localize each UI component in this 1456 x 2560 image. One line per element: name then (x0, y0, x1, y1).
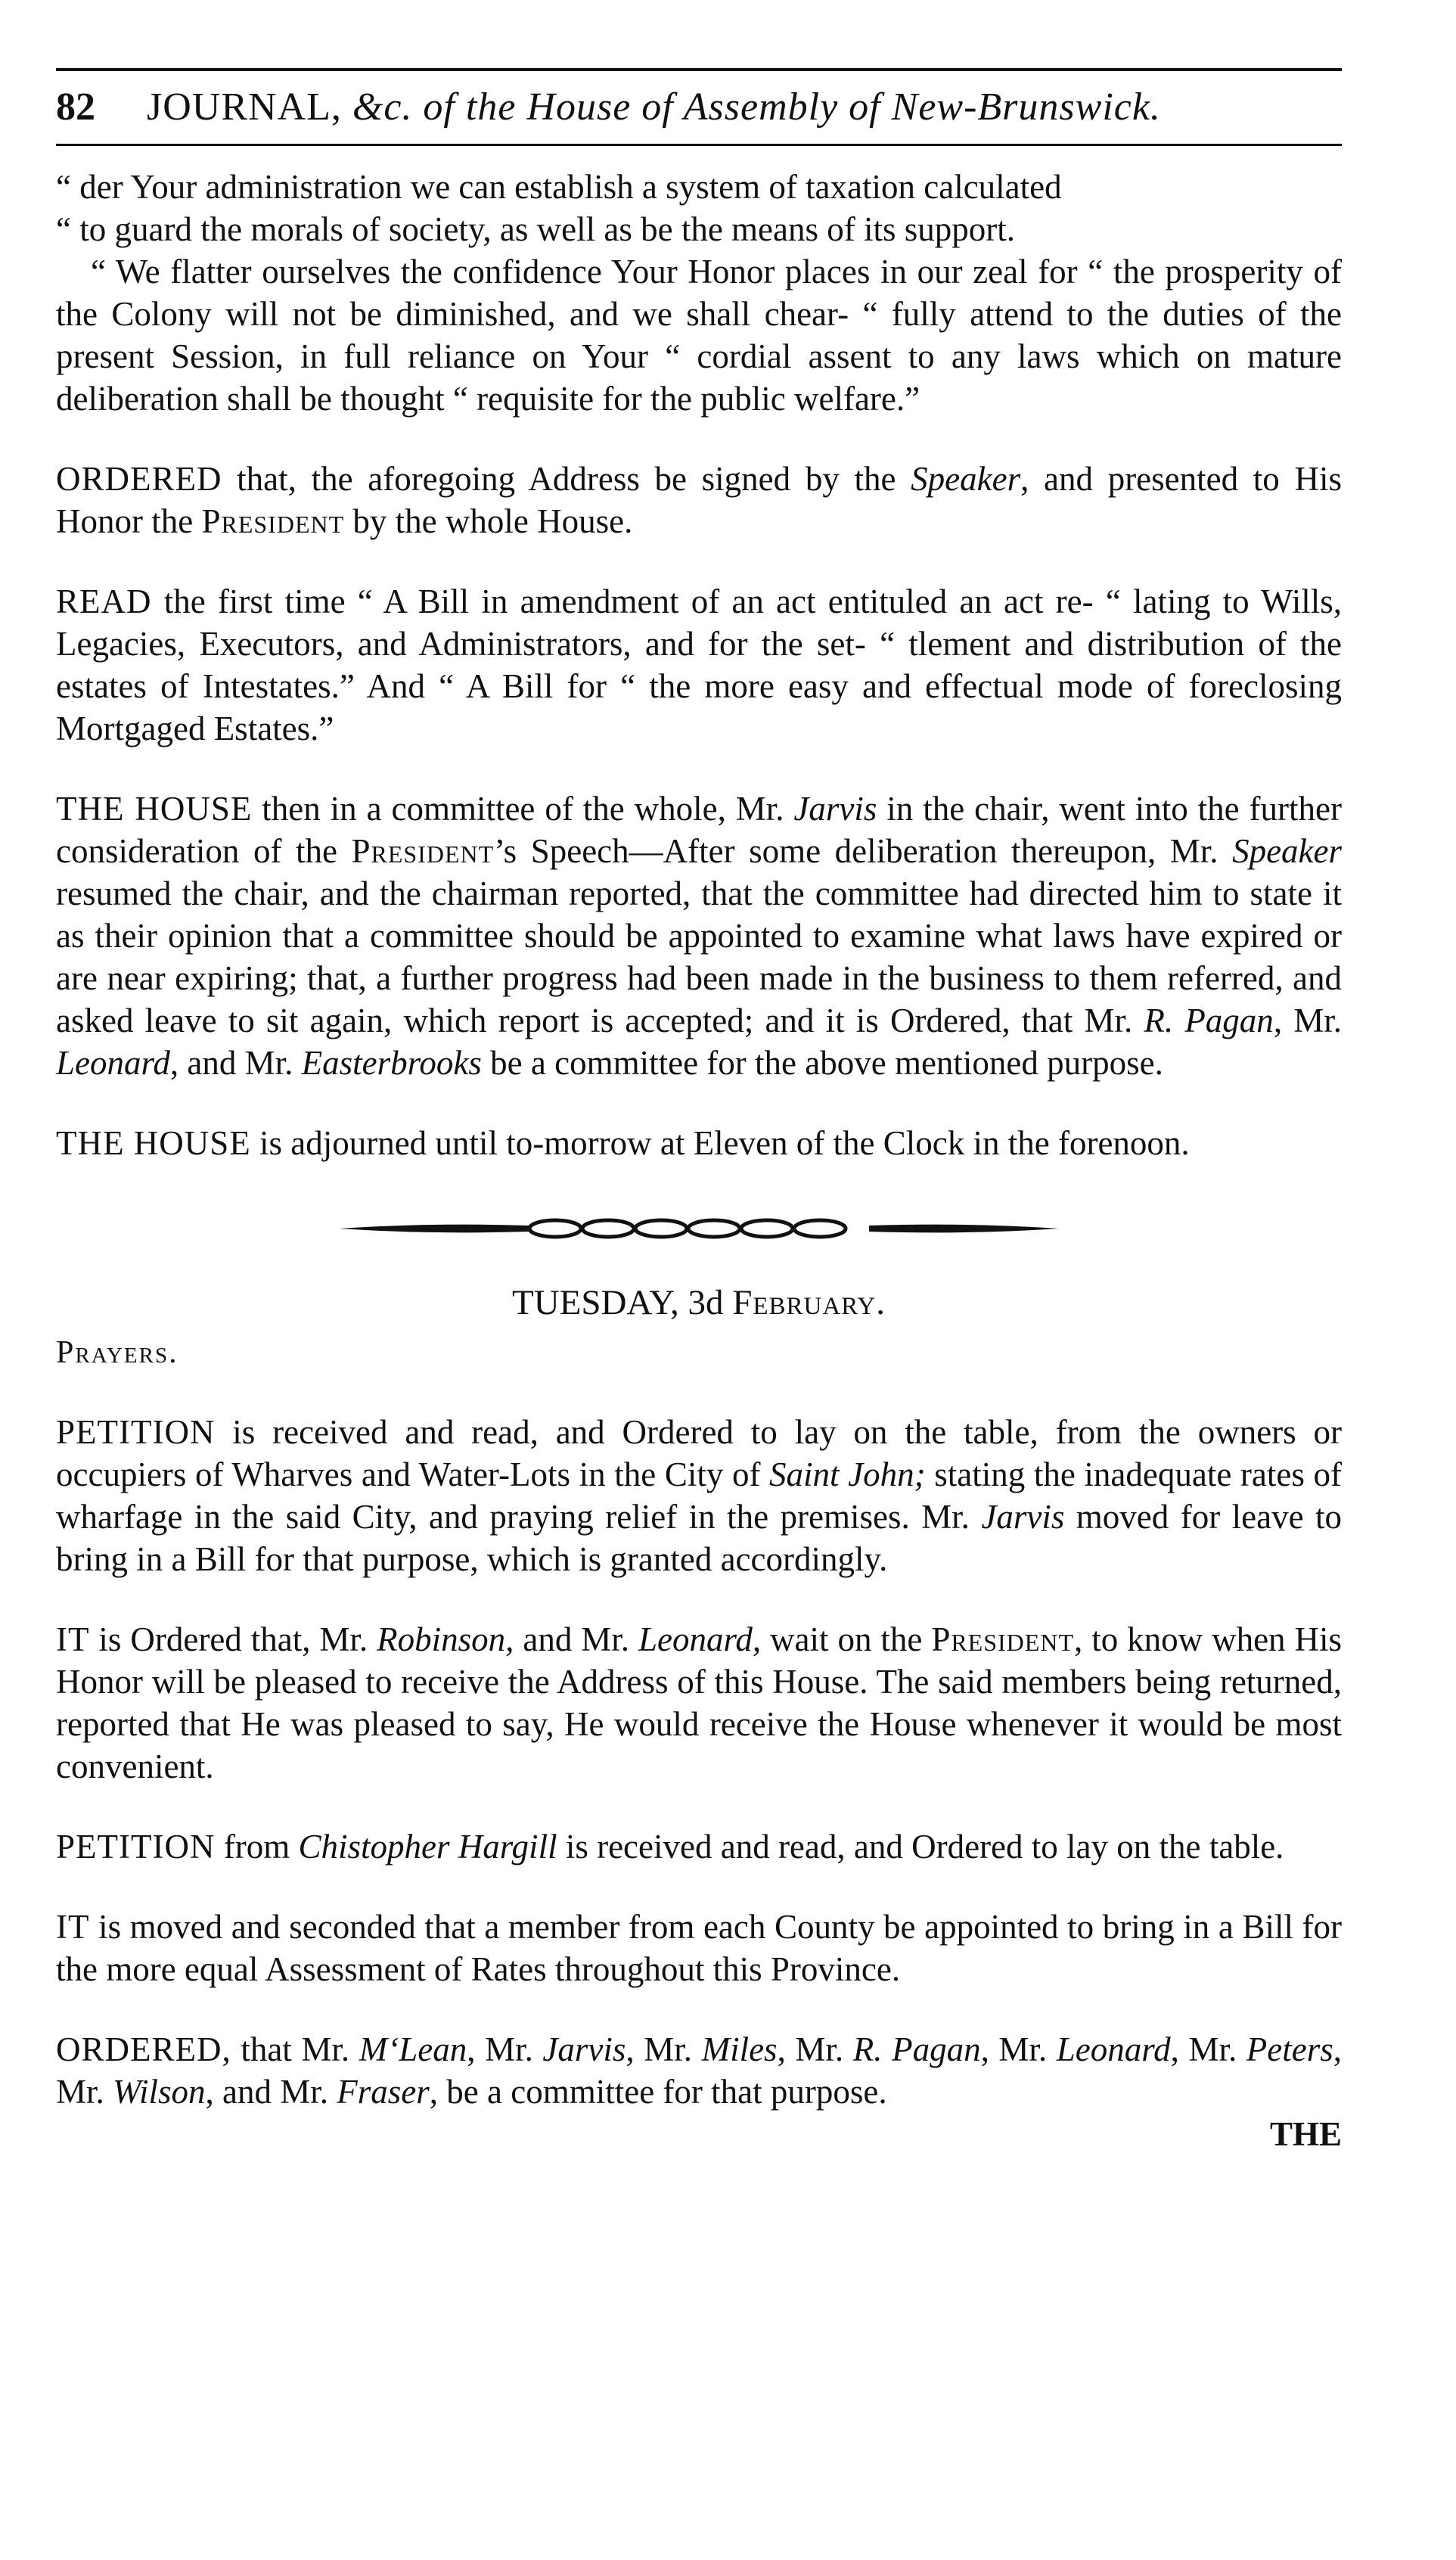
paragraph-text: , Mr. (777, 2030, 853, 2068)
quote-line-1: “ der Your administration we can establish a system of taxation calculated (56, 168, 1062, 206)
paragraph-text: by the whole House. (344, 502, 633, 540)
paragraph-text: is Ordered that, Mr. (89, 1620, 377, 1658)
petition-wharves-paragraph (56, 1411, 1342, 1580)
paragraph-lead: READ (56, 583, 152, 620)
member-name: Leonard, (638, 1620, 762, 1658)
paragraph-text: moved for leave to bring in a Bill for that purpose, which is granted accordingly. (56, 1498, 1342, 1578)
paragraph-text: , Mr. (1170, 2030, 1246, 2068)
paragraph-text: stating the inadequate rates of wharfage in the said City, and praying relief in the premises. Mr. (56, 1456, 1342, 1536)
member-name: M‘Lean (359, 2030, 467, 2068)
paragraph-lead: THE HOUSE (56, 1124, 251, 1162)
prayers-entry: Prayers. (56, 1335, 179, 1370)
paragraph-text: , Mr. (56, 2030, 1343, 2111)
member-name: Wilson (113, 2073, 206, 2111)
member-name: Miles (701, 2030, 778, 2068)
address-quote (56, 166, 1342, 420)
paragraph-lead: IT (56, 1620, 90, 1658)
paragraph-text: that, the aforegoing Address be signed by the (222, 460, 911, 498)
moved-assessment-paragraph (56, 1906, 1342, 1990)
paragraph-lead: ORDERED (56, 460, 222, 498)
speaker-name: Speaker (1232, 832, 1342, 870)
ornamental-divider (340, 1213, 1058, 1244)
ordered-committee-paragraph (56, 2028, 1342, 2113)
paragraph-lead: PETITION (56, 1413, 216, 1451)
member-name: Leonard (56, 1044, 170, 1082)
paragraph-text: , be a committee for that purpose. (429, 2073, 887, 2111)
paragraph-lead: ORDERED, (56, 2030, 231, 2068)
paragraph-lead: IT (56, 1908, 90, 1946)
journal-page (56, 68, 1342, 2155)
quote-paragraph-2: “ We flatter ourselves the confidence Your Honor places in our zeal for “ the prosperity of the Colony will not be diminished, and we shall chear- “ fully attend to the duties of the present Session, in full reliance on Your “ cordial assent to any laws which on mature deliberation shall be thought “ requisite for the public welfare.” (56, 253, 1342, 418)
paragraph-text: ’s Speech—After some deliberation thereupon, Mr. (494, 832, 1233, 870)
paragraph-text: , Mr. (467, 2030, 543, 2068)
house-committee-paragraph (56, 788, 1342, 1084)
running-head (56, 85, 1342, 130)
day-heading (56, 1281, 1342, 1325)
paragraph-text: then in a committee of the whole, Mr. (252, 790, 794, 828)
paragraph-text: wait on the (761, 1620, 932, 1658)
petitioner-name: Chistopher Hargill (298, 1828, 557, 1866)
paragraph-lead: PETITION (56, 1828, 216, 1866)
header-title (147, 85, 1161, 130)
paragraph-text: , and Mr. (205, 2073, 337, 2111)
member-name: Easterbrooks (301, 1044, 482, 1082)
ordered-address-paragraph (56, 458, 1342, 542)
member-name: R. Pagan (852, 2030, 981, 2068)
member-name: R. Pagan (1144, 1002, 1274, 1039)
paragraph-text: , Mr. (980, 2030, 1057, 2068)
paragraph-text: , to know when His Honor will be pleased to receive the Address of this House. The said members being returned, reported that He was pleased to say, He would receive the House whenever it would be most convenient. (56, 1620, 1343, 1785)
paragraph-text: is received and read, and Ordered to lay on the table, from the owners or occupiers of Wharves and Water-Lots in the City of (56, 1413, 1342, 1493)
city-name: Saint John; (769, 1456, 926, 1493)
paragraph-text: is adjourned until to-morrow at Eleven of the Clock in the forenoon. (250, 1124, 1190, 1162)
paragraph-text: from (215, 1828, 299, 1866)
member-name: Robinson, (377, 1620, 514, 1658)
member-name: Fraser (337, 2073, 430, 2111)
ordered-wait-paragraph (56, 1618, 1342, 1788)
paragraph-text: that Mr. (231, 2030, 359, 2068)
quote-line-2: “ to guard the morals of society, as well as be the means of its support. (56, 210, 1016, 248)
top-rule (56, 68, 1342, 71)
header-title-rest: &c. of the House of Assembly of New-Brunswick. (341, 85, 1161, 129)
paragraph-text: in the chair, went into the further consideration of the (56, 790, 1342, 870)
paragraph-text: , Mr. (626, 2030, 702, 2068)
paragraph-text: and Mr. (514, 1620, 638, 1658)
member-name: Jarvis (542, 2030, 626, 2068)
paragraph-text: the first time “ A Bill in amendment of an act entituled an act re- “ lating to Wills, Legacies, Executors, and Administrators, and for the set- “ tlement and distribution of the estates of Intestates.” And “ A Bill for “ the more easy and effectual mode of foreclosing Mortgaged Estates.” (56, 583, 1342, 747)
adjourned-paragraph (56, 1122, 1342, 1164)
member-name: Peters (1246, 2030, 1333, 2068)
day-heading-day: TUESDAY, 3d (512, 1283, 733, 1322)
paragraph-text: be a committee for the above mentioned purpose. (481, 1044, 1163, 1082)
president-title: President (931, 1620, 1074, 1658)
page-number: 82 (56, 85, 95, 129)
president-title: President (351, 832, 495, 870)
president-title: President (201, 502, 345, 540)
header-rule (56, 144, 1342, 146)
paragraph-text: , Mr. (1273, 1002, 1342, 1039)
speaker-name: Speaker (911, 460, 1021, 498)
member-name: Jarvis (793, 790, 877, 828)
paragraph-lead: THE HOUSE (56, 790, 253, 828)
member-name: Leonard (1056, 2030, 1171, 2068)
header-title-main: JOURNAL, (147, 85, 342, 129)
day-heading-month: February. (732, 1283, 886, 1322)
petition-hargill-paragraph (56, 1825, 1342, 1868)
paragraph-text: resumed the chair, and the chairman reported, that the committee had directed him to state it as their opinion that a committee should be appointed to examine what laws have expired or are near expiring; that, a further progress had been made in the business to them referred, and asked leave to sit again, which report is accepted; and it is Ordered, that Mr. (56, 875, 1342, 1039)
paragraph-text: is received and read, and Ordered to lay on the table. (557, 1828, 1284, 1866)
paragraph-text: , and presented to His Honor the (56, 460, 1342, 540)
read-bills-paragraph (56, 580, 1342, 750)
member-name: Jarvis (981, 1498, 1065, 1536)
ornament-rule-icon (340, 1213, 1058, 1244)
paragraph-text: , and Mr. (169, 1044, 302, 1082)
paragraph-text: is moved and seconded that a member from each County be appointed to bring in a Bill for the more equal Assessment of Rates throughout this Province. (56, 1908, 1342, 1988)
catchword: THE (1269, 2115, 1342, 2153)
